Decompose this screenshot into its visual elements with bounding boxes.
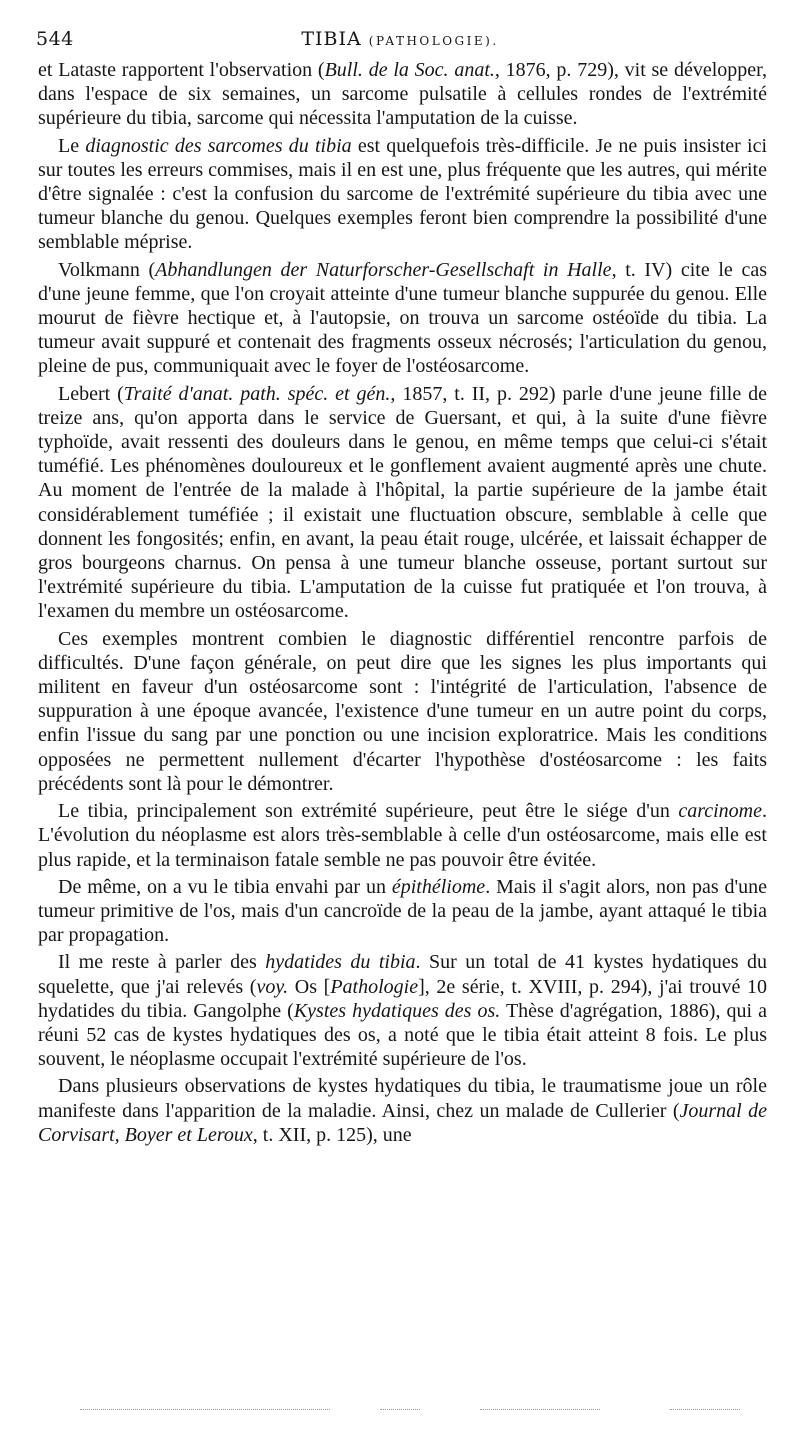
citation-journal-corvisart: Journal de Corvisart, Boyer et Leroux <box>38 1099 767 1146</box>
running-title-main: TIBIA <box>301 28 362 50</box>
text-run: Volkmann ( <box>58 258 156 281</box>
citation-abhandlungen: Abhandlungen der Naturforscher-Gesellschaft in Halle <box>155 258 612 281</box>
emphasis-epitheliome: épithéliome <box>391 875 486 898</box>
body-text <box>38 58 767 1150</box>
text-run: , 1876, p. 729), vit se développer, dans l'espace de six semaines, un sarcome pulsatile à cellules rondes de l'extrémité supérieure du tibia, sarcome qui nécessita l'amputation de la cuisse. <box>38 59 768 130</box>
emphasis-voy: voy. <box>256 975 289 998</box>
emphasis-pathologie: Pathologie <box>330 975 419 998</box>
emphasis-hydatides-tibia: hydatides du tibia <box>265 951 416 974</box>
citation-kystes-hydatiques: Kystes hydatiques des os. <box>293 999 501 1022</box>
text-run: , t. XII, p. 125), une <box>252 1123 412 1146</box>
text-run: ], 2e série, t. XVIII, p. 294), j'ai trouvé 10 hydatides du tibia. Gangolphe ( <box>38 975 768 1022</box>
text-run: Le <box>58 134 86 157</box>
paragraph-volkmann <box>38 258 767 379</box>
text-run: , t. IV) cite le cas d'une jeune femme, que l'on croyait atteinte d'une tumeur blanche suppurée du genou. Elle mourut de fièvre hectique et, à l'autopsie, on trouva un sarcome ostéoïde du tibia. La tumeur avait suppuré et contenait des fragments osseux nécrosés; l'articulation du genou, pleine de pus, communiquait avec le foyer de l'ostéosarcome. <box>38 258 767 378</box>
running-title <box>30 28 770 50</box>
paragraph-carcinome <box>38 799 767 872</box>
text-run: Os [ <box>288 975 331 998</box>
emphasis-diagnostic-sarcomes: diagnostic des sarcomes du tibia <box>85 134 352 157</box>
text-run: Le tibia, principalement son extrémité supérieure, peut être le siége d'un <box>58 800 679 823</box>
text-run: et Lataste rapportent l'observation ( <box>38 59 325 81</box>
text-run: De même, on a vu le tibia envahi par un <box>58 875 392 898</box>
paragraph-lebert <box>38 382 767 624</box>
text-run: , 1857, t. II, p. 292) parle d'une jeune fille de treize ans, qu'on apporta dans le service de Guersant, et qui, à la suite d'une fièvre typhoïde, avait ressenti des douleurs dans le genou, en même temps que celui-ci s'était tuméfié. Les phénomènes douloureux et le gonflement avaient augmenté après une chute. Au moment de l'entrée de la malade à l'hôpital, la partie supérieure de la jambe était considérablement tuméfiée ; il existait une fluctuation obscure, semblable à celle que donnent les fongosités; enfin, en avant, la peau était rouge, ulcérée, et laissait échapper de gros bourgeons charnus. On pensa à une tumeur blanche osseuse, portant surtout sur l'extrémité supérieure du tibia. L'amputation de la cuisse fut pratiquée et l'on trouva, à l'examen du membre un ostéosarcome. <box>38 382 768 623</box>
print-mark <box>670 1409 740 1411</box>
page-header <box>30 28 770 58</box>
text-run: Lebert ( <box>58 382 124 405</box>
page-number: 544 <box>36 28 74 50</box>
print-mark <box>480 1409 600 1411</box>
text-run: Il me reste à parler des <box>58 951 266 974</box>
paragraph-lataste <box>38 58 767 131</box>
paragraph-hydatides <box>38 950 767 1071</box>
text-run: Dans plusieurs observations de kystes hydatiques du tibia, le traumatisme joue un rôle manifeste dans l'apparition de la maladie. Ainsi, chez un malade de Cullerier ( <box>38 1075 767 1122</box>
citation-traite-anat-path: Traité d'anat. path. spéc. et gén. <box>123 382 391 405</box>
text-run: . L'évolution du néoplasme est alors très-semblable à celle d'un ostéosarcome, mais elle est plus rapide, et la terminaison fatale semble ne pas pouvoir être évitée. <box>38 800 767 871</box>
paragraph-exemples: Ces exemples montrent combien le diagnostic différentiel rencontre parfois de difficultés. D'une façon générale, on peut dire que les signes les plus importants qui militent en faveur d'un ostéosarcome sont : l'intégrité de l'articulation, l'absence de suppuration à une époque avancée, l'existence d'une tumeur en un autre point du corps, enfin l'issue du sang par une ponction ou une incision exploratrice. Mais les conditions opposées ne permettent nullement d'écarter l'hypothèse d'ostéosarcome : les faits précédents sont là pour le démontrer. <box>38 627 767 795</box>
paragraph-traumatisme <box>38 1074 767 1147</box>
text-run: Thèse d'agrégation, 1886), qui a réuni 52 cas de kystes hydatiques des os, a noté que le tibia était atteint 8 fois. Le plus souvent, le néoplasme occupait l'extrémité supérieure de l'os. <box>38 999 767 1071</box>
print-mark <box>80 1409 330 1411</box>
emphasis-carcinome: carcinome <box>678 800 762 823</box>
text-run: . Sur un total de 41 kystes hydatiques du squelette, que j'ai relevés ( <box>38 951 768 998</box>
text-run: est quelquefois très-difficile. Je ne puis insister ici sur toutes les erreurs commises, mais il en est une, plus fréquente que les autres, qui mérite d'être signalée : c'est la confusion du sarcome de l'extrémité supérieure du tibia avec une tumeur blanche du genou. Quelques exemples feront bien comprendre la possibilité d'une semblable méprise. <box>38 134 767 254</box>
running-title-sub: (PATHOLOGIE). <box>368 34 499 48</box>
citation-bull-soc-anat: Bull. de la Soc. anat. <box>324 59 495 81</box>
paragraph-diagnostic <box>38 134 767 255</box>
paragraph-epitheliome <box>38 875 767 948</box>
footer-print-marks <box>80 1409 760 1413</box>
text-run: . Mais il s'agit alors, non pas d'une tumeur primitive de l'os, mais d'un cancroïde de la peau de la jambe, ayant attaqué le tibia par propagation. <box>38 875 767 947</box>
print-mark <box>380 1409 420 1411</box>
